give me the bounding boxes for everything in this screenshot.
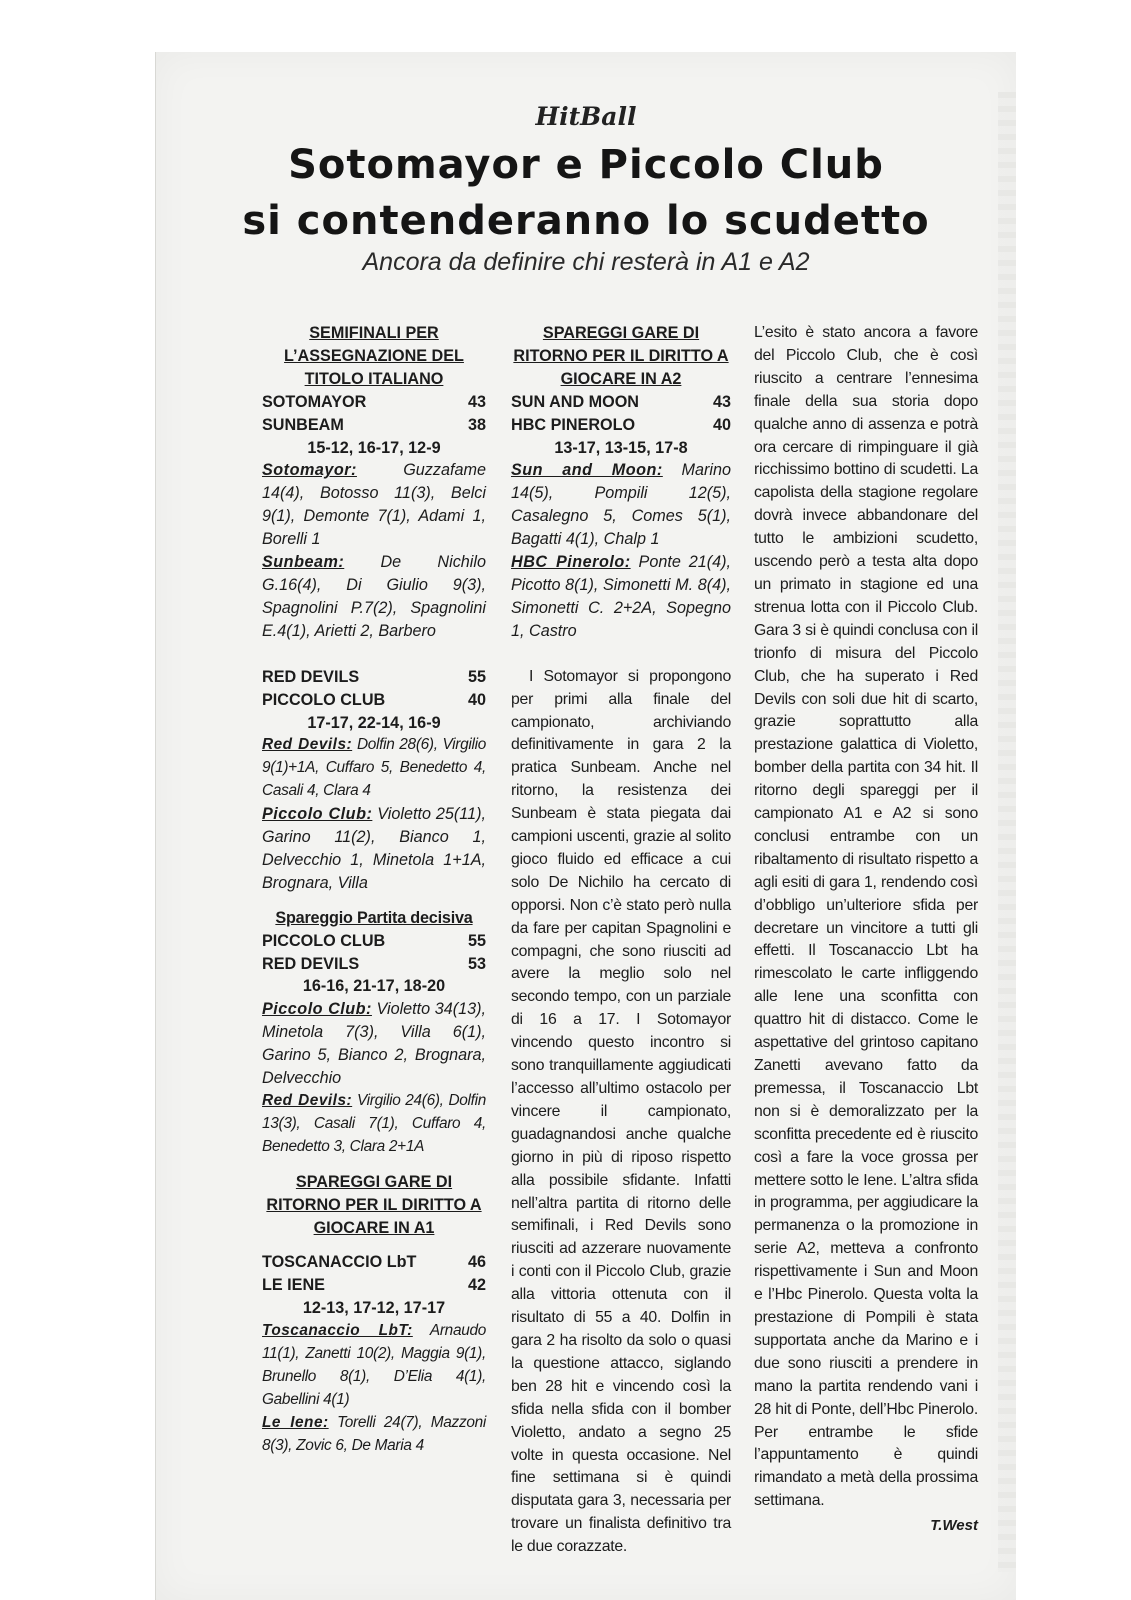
article-body-paragraph: L’esito è stato ancora a favore del Piccolo Club, che è così riuscito a centrare l’ennesima finale della sua storia dopo qualche anno di assenza e potrà ora cercare di rimpinguare il già ricchissimo bottino di scudetti. La capolista della stagione regolare dovrà invece abbandonare del tutto le ambizioni scudetto, uscendo però a testa alta dopo un primato in stagione ed una strenua lotta con il Piccolo Club. Gara 3 si è quindi conclusa con il trionfo di misura del Piccolo Club, che ha superato i Red Devils con soli due hit di scarto, grazie soprattutto alla prestazione galattica di Violetto, bomber della partita con 34 hit. Il ritorno degli spareggi per il campionato A1 e A2 si sono conclusi entrambe con un ribaltamento di risultato rispetto a agli esiti di gara 1, rendendo così d’obbligo un’ulteriore sfida per decretare un vincitore a tutti gli effetti. Il Toscanaccio Lbt ha rimescolato le carte infliggendo alle Iene una sconfitta con quattro hit di distacco. Come le aspettative del grintoso capitano Zanetti avevano fatto da premessa, il Toscanaccio Lbt non si è demoralizzato per la sconfitta precedente ed è riuscito così a fare la voce grossa per mettere sotto le Iene. L’altra sfida in programma, per aggiudicare la permanenza o la promozione in serie A2, metteva a confronto rispettivamente i Sun and Moon e l’Hbc Pinerolo. Questa volta la prestazione di Pompili è stata supportata anche da Marino e i due sono riusciti a prendere in mano la partita rendendo vani i 28 hit di Ponte, dell’Hbc Pinerolo. Per entrambe le sfide l’appuntamento è quindi rimandato a metà della prossima settimana. [754, 324, 978, 1510]
article-body-paragraph: I Sotomayor si propongono per primi alla finale del campionato, archiviando definitivamente in gara 2 la pratica Sunbeam. Anche nel ritorno, la resistenza dei Sunbeam è stata piegata dai campioni uscenti, grazie al solito gioco fluido ed efficace a cui solo De Nichilo ha cercato di opporsi. Non c’è stato però nulla da fare per capitan Spagnolini e compagni, che sono riusciti ad avere la meglio solo nel secondo tempo, con un parziale di 16 a 17. I Sotomayor vincendo questo incontro si sono tranquillamente aggiudicati l’accesso all’ultimo ostacolo per vincere il campionato, guadagnandosi anche qualche giorno in più di riposo rispetto alla possibile sfidante. Infatti nell’altra partita di ritorno delle semifinali, i Red Devils sono riusciti ad azzerare nuovamente i conti con il Piccolo Club, grazie alla vittoria ottenuta con il risultato di 55 a 40. Dolfin in gara 2 ha risolto da solo o quasi la questione attacco, siglando ben 28 hit e vincendo così la sfida nella sfida con il bomber Violetto, andato a segno 25 volte in questa occasione. Nel fine settimana si è quindi disputata gara 3, necessaria per trovare un finalista definitivo tra le due corazzate. [511, 667, 731, 1556]
team-name: SOTOMAYOR [262, 392, 367, 411]
score-row [262, 1251, 486, 1274]
set-scores: 15-12, 16-17, 12-9 [307, 438, 441, 457]
lineup-players: Guzzafame 14(4), Botosso 11(3), Belci 9(1), Demonte 7(1), Adami 1, Borelli 1 [262, 461, 486, 549]
set-scores: 12-13, 17-12, 17-17 [302, 1299, 446, 1318]
set-scores: 17-17, 22-14, 16-9 [307, 713, 441, 732]
lineup [262, 1090, 486, 1159]
lineup-players: Arnaudo 11(1), Zanetti 10(2), Maggia 9(1), Brunello 8(1), D’Elia 4(1), Gabellini 4(1) [262, 1322, 486, 1408]
a2-playoff-title: SPAREGGI GARE DI RITORNO PER IL DIRITTO A GIOCARE IN A2 [513, 324, 729, 388]
headline-line-1: Sotomayor e Piccolo Club [288, 142, 884, 188]
lineup-players: Virgilio 24(6), Dolfin 13(3), Casali 7(1), Cuffaro 4, Benedetto 3, Clara 2+1A [262, 1092, 487, 1155]
score-row [262, 414, 486, 437]
lineup [262, 803, 486, 895]
team-name: SUNBEAM [262, 415, 344, 434]
team-score: 55 [467, 931, 486, 950]
lineup [262, 734, 486, 803]
lineup-team: Toscanaccio LbT: [262, 1322, 413, 1340]
score-row [262, 953, 486, 976]
section-kicker: HitBall [535, 102, 637, 131]
lineup-players: Violetto 25(11), Garino 11(2), Bianco 1, Delvecchio 1, Minetola 1+1A, Brognara, Villa [262, 805, 486, 892]
score-row [262, 930, 486, 953]
team-score: 43 [467, 392, 486, 411]
team-score: 43 [712, 392, 731, 411]
lineup-team: Sunbeam: [262, 553, 345, 572]
newspaper-clipping [155, 52, 1016, 1600]
column-1 [262, 322, 486, 1458]
lineup-players: Ponte 21(4), Picotto 8(1), Simonetti M. 8(4), Simonetti C. 2+2A, Sopegno 1, Castro [511, 553, 732, 640]
team-name: RED DEVILS [262, 954, 360, 973]
lineup [262, 459, 486, 551]
set-scores: 16-16, 21-17, 18-20 [302, 977, 446, 996]
score-row [262, 689, 486, 712]
team-score: 46 [467, 1253, 486, 1272]
lineup [262, 998, 486, 1090]
column-3 [754, 322, 978, 1538]
team-name: SUN AND MOON [511, 392, 639, 411]
team-name: LE IENE [262, 1276, 325, 1295]
lineup-team: HBC Pinerolo: [511, 553, 631, 572]
score-row [262, 391, 486, 414]
team-score: 55 [467, 667, 486, 686]
lineup [262, 1412, 486, 1458]
lineup [262, 551, 486, 643]
lineup-team: Sotomayor: [262, 461, 357, 480]
lineup-players: Marino 14(5), Pompili 12(5), Casalegno 5, Comes 5(1), Bagatti 4(1), Chalp 1 [511, 461, 731, 549]
headline-line-2: si contenderanno lo scudetto [242, 198, 930, 244]
semifinals-title: SEMIFINALI PER L’ASSEGNAZIONE DEL TITOLO ITALIANO [284, 324, 464, 388]
lineup-team: Red Devils: [262, 1092, 353, 1109]
lineup-team: Red Devils: [262, 736, 353, 754]
lineup-team: Piccolo Club: [262, 1000, 372, 1019]
score-row [511, 391, 731, 414]
team-name: RED DEVILS [262, 667, 360, 686]
team-score: 53 [467, 954, 486, 973]
team-score: 42 [467, 1276, 486, 1295]
score-row [511, 414, 731, 437]
lineup-team: Sun and Moon: [511, 461, 663, 480]
lineup [262, 1320, 486, 1412]
decisive-game-title: Spareggio Partita decisiva [275, 908, 473, 927]
set-scores: 13-17, 13-15, 17-8 [554, 438, 688, 457]
lineup [511, 459, 731, 551]
team-name: PICCOLO CLUB [262, 690, 386, 709]
subheadline: Ancora da definire chi resterà in A1 e A2 [362, 248, 810, 276]
a1-playoff-title: SPAREGGI GARE DI RITORNO PER IL DIRITTO A GIOCARE IN A1 [266, 1172, 482, 1237]
team-score: 40 [467, 690, 486, 709]
score-row [262, 1274, 486, 1297]
column-2 [511, 322, 731, 1559]
team-score: 38 [467, 415, 486, 434]
lineup [511, 551, 731, 643]
lineup-players: Dolfin 28(6), Virgilio 9(1)+1A, Cuffaro 5, Benedetto 4, Casali 4, Clara 4 [262, 736, 487, 800]
team-score: 40 [712, 415, 731, 434]
team-name: TOSCANACCIO LbT [262, 1253, 417, 1272]
lineup-players: De Nichilo G.16(4), Di Giulio 9(3), Spagnolini P.7(2), Spagnolini E.4(1), Arietti 2, Barbero [262, 553, 486, 640]
headline [156, 137, 1016, 249]
author-signature: T.West [930, 1517, 978, 1535]
lineup-team: Le Iene: [262, 1413, 329, 1431]
lineup-players: Violetto 34(13), Minetola 7(3), Villa 6(1), Garino 5, Bianco 2, Brognara, Delvecchio [262, 1000, 486, 1088]
lineup-team: Piccolo Club: [262, 805, 373, 824]
lineup-players: Torelli 24(7), Mazzoni 8(3), Zovic 6, De Maria 4 [262, 1413, 486, 1454]
team-name: HBC PINEROLO [511, 415, 636, 434]
adjacent-page-edge [998, 92, 1016, 1572]
score-row [262, 666, 486, 689]
team-name: PICCOLO CLUB [262, 931, 386, 950]
